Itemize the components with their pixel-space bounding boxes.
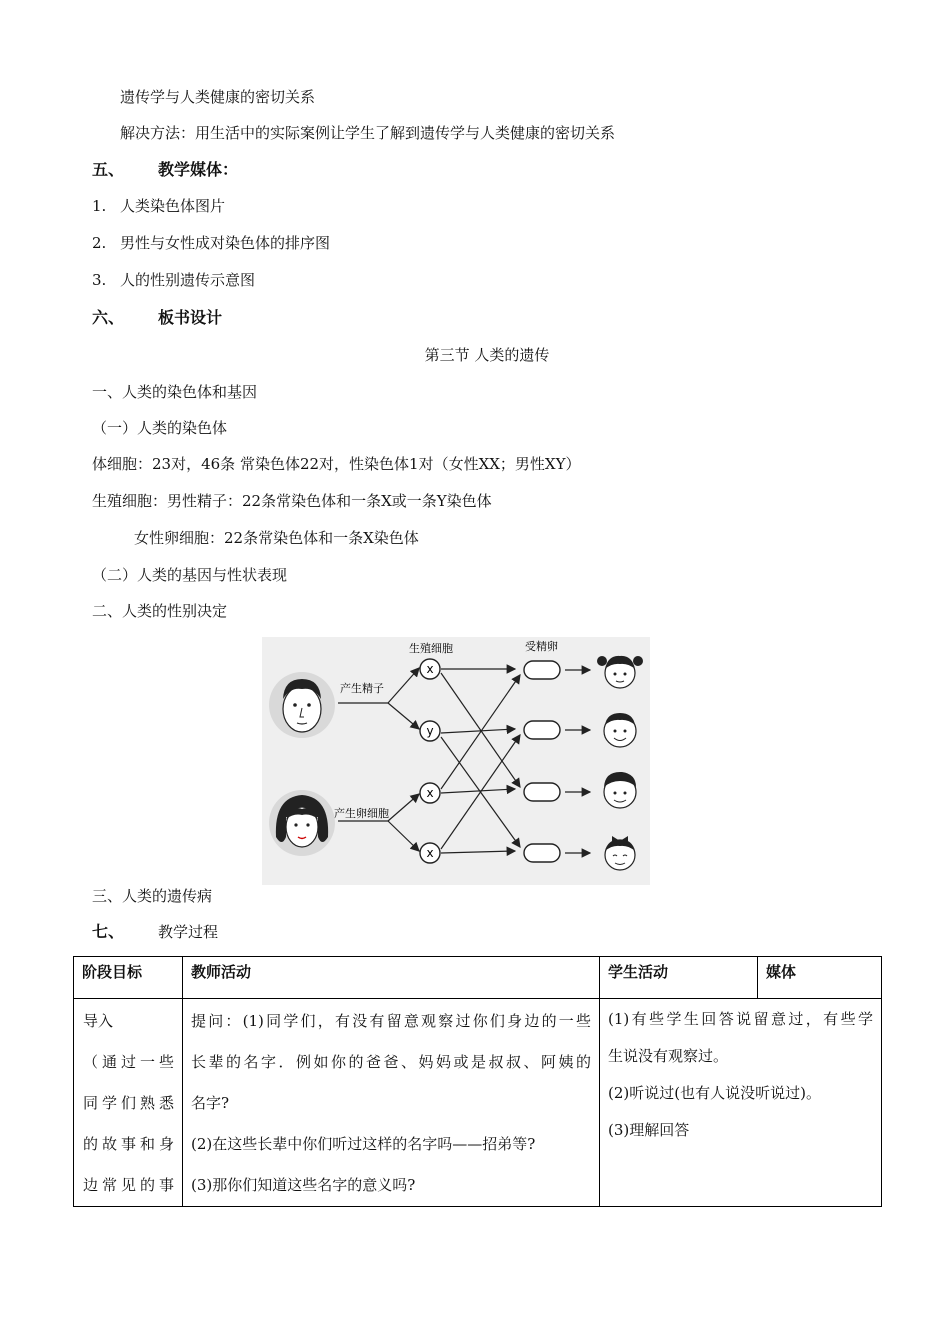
board-line: （二）人类的基因与性状表现	[92, 566, 288, 584]
stage-line: 的故事和身	[83, 1135, 174, 1153]
board-line: 生殖细胞：男性精子：22条常染色体和一条X或一条Y染色体	[92, 492, 492, 510]
section6-number: 六、	[92, 308, 125, 327]
label-zygote: 受精卵	[525, 640, 558, 653]
label-germ-cells: 生殖细胞	[409, 642, 453, 655]
student-line: (1)有些学生回答说留意过，有些学	[608, 1010, 873, 1028]
section5-number: 五、	[92, 160, 125, 179]
stage-cell	[74, 999, 183, 1207]
section7-number: 七、	[92, 922, 125, 941]
student-line: 生说没有观察过。	[608, 1047, 729, 1065]
father-icon	[269, 672, 335, 738]
section6-title: 板书设计	[158, 308, 223, 327]
text-line-1: 遗传学与人类健康的密切关系	[120, 88, 316, 106]
header-student: 学生活动	[600, 957, 758, 999]
student-line: (2)听说过(也有人说没听说过)。	[608, 1084, 821, 1102]
stage-line: （通过一些	[83, 1053, 174, 1071]
section5-title: 教学媒体：	[158, 160, 239, 179]
label-sperm: 产生精子	[340, 682, 384, 695]
section7-title: 教学过程	[158, 923, 219, 941]
media-item-num: 1.	[92, 197, 107, 215]
zygote	[524, 661, 560, 679]
girl-icon	[605, 836, 635, 870]
media-item: 男性与女性成对染色体的排序图	[120, 234, 331, 252]
table-row	[74, 999, 882, 1207]
svg-text:y: y	[426, 724, 434, 738]
zygote	[524, 721, 560, 739]
media-item: 人的性别遗传示意图	[120, 271, 256, 289]
media-item-num: 3.	[92, 271, 107, 289]
header-media: 媒体	[758, 957, 882, 999]
table-header-row	[74, 957, 882, 999]
student-cell	[600, 999, 882, 1207]
teacher-line: (2)在这些长辈中你们听过这样的名字吗——招弟等?	[191, 1135, 536, 1153]
stage-line: 同学们熟悉	[83, 1094, 174, 1112]
header-stage: 阶段目标	[74, 957, 183, 999]
teacher-line: (3)那你们知道这些名字的意义吗?	[191, 1176, 416, 1194]
board-line: 体细胞：23对，46条 常染色体22对，性染色体1对（女性XX；男性XY）	[92, 455, 581, 473]
svg-text:x: x	[426, 786, 434, 800]
header-teacher: 教师活动	[183, 957, 600, 999]
sex-determination-diagram	[262, 637, 650, 885]
teaching-process-table	[73, 956, 882, 1207]
media-item: 人类染色体图片	[120, 197, 226, 215]
media-item-num: 2.	[92, 234, 107, 252]
teacher-line: 名字?	[191, 1094, 230, 1112]
text-line-2: 解决方法：用生活中的实际案例让学生了解到遗传学与人类健康的密切关系	[120, 124, 616, 142]
boy-icon	[604, 713, 636, 747]
svg-text:x: x	[426, 846, 434, 860]
germ-cell	[420, 721, 440, 741]
teacher-line: 长辈的名字．例如你的爸爸、妈妈或是叔叔、阿姨的	[191, 1053, 591, 1071]
board-line: （一）人类的染色体	[92, 419, 228, 437]
board-line: 女性卵细胞：22条常染色体和一条X染色体	[134, 529, 419, 547]
teacher-line: 提问：(1)同学们，有没有留意观察过你们身边的一些	[191, 1012, 591, 1030]
board-line: 一、人类的染色体和基因	[92, 383, 258, 401]
board-title: 第三节 人类的遗传	[424, 346, 550, 364]
germ-cell	[420, 843, 440, 863]
board-line: 三、人类的遗传病	[92, 887, 213, 905]
stage-line: 导入	[83, 1012, 114, 1030]
zygote	[524, 844, 560, 862]
girl-icon	[597, 656, 643, 688]
teacher-cell	[183, 999, 600, 1207]
svg-text:x: x	[426, 662, 434, 676]
student-line: (3)理解回答	[608, 1121, 690, 1139]
stage-line: 边常见的事	[83, 1176, 174, 1194]
label-egg: 产生卵细胞	[334, 807, 389, 820]
germ-cell	[420, 783, 440, 803]
board-line: 二、人类的性别决定	[92, 602, 228, 620]
boy-icon	[604, 772, 636, 808]
mother-icon	[269, 790, 335, 856]
zygote	[524, 783, 560, 801]
germ-cell	[420, 659, 440, 679]
